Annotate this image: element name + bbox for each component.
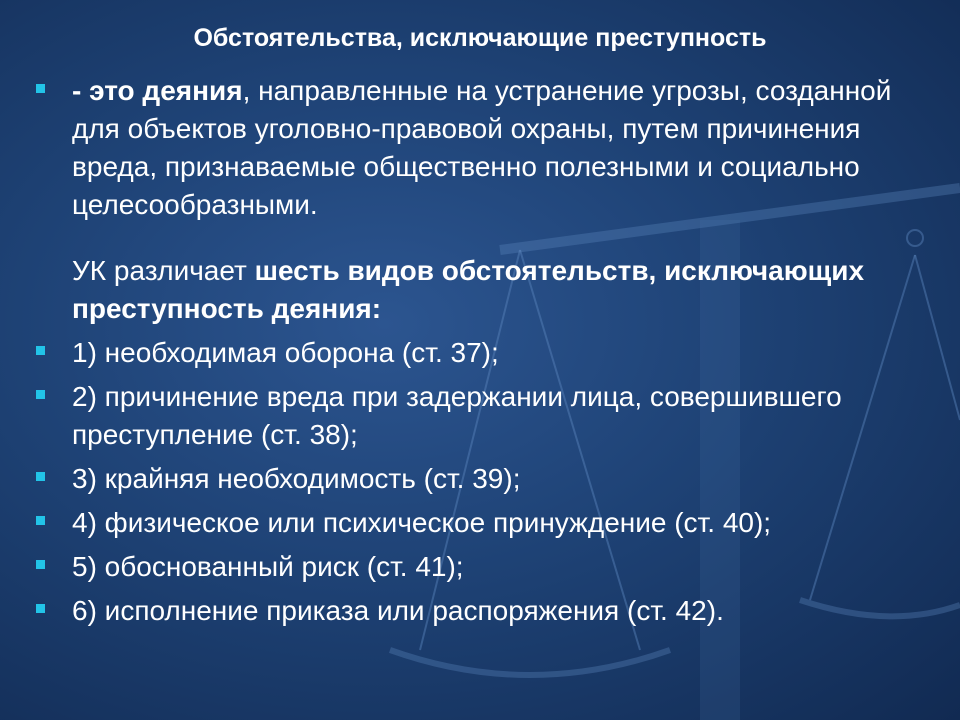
- square-bullet-icon: [36, 472, 45, 481]
- square-bullet-icon: [36, 84, 45, 93]
- intro-text: [72, 72, 936, 224]
- paragraph-bold: шесть видов обстоятельств, исключающих преступность деяния:: [72, 255, 865, 324]
- list-item: [36, 548, 936, 586]
- square-bullet-icon: [36, 516, 45, 525]
- paragraph-prefix: УК различает: [72, 255, 255, 286]
- list-item-text: 6) исполнение приказа или распоряжения (ст. 42).: [72, 595, 724, 626]
- square-bullet-icon: [36, 346, 45, 355]
- slide-content: [36, 72, 936, 630]
- square-bullet-icon: [36, 390, 45, 399]
- list-item: [36, 460, 936, 498]
- types-paragraph: [72, 252, 936, 328]
- intro-rest: , направленные на устранение угрозы, созданной для объектов уголовно-правовой охраны, путем причинения вреда, признаваемые общественно полезными и социально целесообразными.: [72, 75, 892, 220]
- list-item: [36, 378, 936, 454]
- list-item: [36, 334, 936, 372]
- list-item-text: 1) необходимая оборона (ст. 37);: [72, 337, 499, 368]
- intro-bold: - это деяния: [72, 75, 243, 106]
- square-bullet-icon: [36, 604, 45, 613]
- intro-item: [36, 72, 936, 224]
- list-item-text: 3) крайняя необходимость (ст. 39);: [72, 463, 521, 494]
- square-bullet-icon: [36, 560, 45, 569]
- list-item: [36, 592, 936, 630]
- list-item-text: 2) причинение вреда при задержании лица, совершившего преступление (ст. 38);: [72, 381, 842, 450]
- list-item: [36, 504, 936, 542]
- list-item-text: 5) обоснованный риск (ст. 41);: [72, 551, 464, 582]
- slide-title: Обстоятельства, исключающие преступность: [193, 24, 767, 52]
- list-item-text: 4) физическое или психическое принуждение (ст. 40);: [72, 507, 772, 538]
